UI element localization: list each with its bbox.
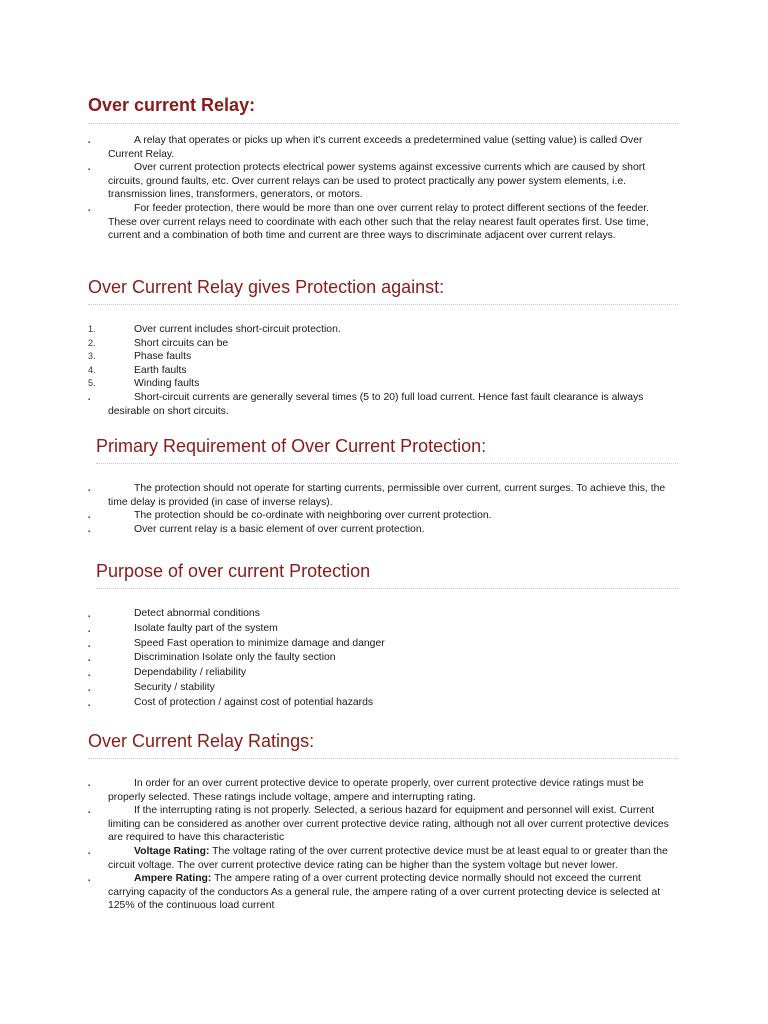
list-item-text: The voltage rating of the over current protective device must be at least equal to or greater than the circuit voltage. The over current protective device rating can be higher than the system voltage but never lower.: [108, 845, 668, 871]
section-over-current-relay: [88, 94, 680, 243]
list-item-text: Winding faults: [134, 378, 200, 390]
bullet-icon: ▪: [88, 810, 91, 817]
list-item-text: The protection should be co-ordinate with neighboring over current protection.: [134, 510, 492, 522]
bullet-icon: ▪: [88, 528, 91, 535]
list-item-text: Phase faults: [134, 351, 192, 363]
bullet-icon: ▪: [88, 515, 91, 522]
list-item: [88, 509, 680, 523]
list-item-text: Dependability / reliability: [134, 667, 247, 679]
numbered-item: [88, 323, 680, 337]
bullet-icon: ▪: [88, 783, 91, 789]
numbered-item: [88, 350, 680, 364]
list-item-text: Over current includes short-circuit protection.: [134, 324, 341, 335]
list-item-text: The ampere rating of a over current protecting device normally should not exceed the current carrying capacity of the conductors As a general rule, the ampere rating of a over current protecting device is selected at 125% of the continuous load current: [108, 873, 661, 912]
bullet-icon: ▪: [88, 687, 91, 694]
bullet-icon: ▪: [88, 488, 91, 494]
list-number: 1.: [88, 324, 96, 334]
heading-divider: [96, 588, 678, 589]
list-item-label: Ampere Rating:: [134, 873, 212, 885]
bullet-icon: ▪: [88, 396, 91, 403]
list-item-text: Over current protection protects electrical power systems against excessive currents which are caused by short circuits, ground faults, etc. Over current relays can be used to protect practically any power system elements, i.e. transmission lines, transformers, generators, or motors.: [108, 162, 646, 201]
list-item: [88, 637, 680, 652]
list-item-text: For feeder protection, there would be more than one over current relay to protect different sections of the feeder. These over current relays need to coordinate with each other such that the relay nearest fault operates first. Use time, current and a combination of both time and current are three ways to discriminate adjacent over current relays.: [108, 202, 650, 242]
list-number: 4.: [88, 364, 96, 375]
list-item: [88, 622, 680, 637]
bullet-icon: ▪: [88, 850, 91, 857]
bullet-list: [88, 777, 680, 913]
bullet-icon: ▪: [88, 140, 91, 146]
list-item-text: Isolate faulty part of the system: [134, 622, 278, 634]
bullet-list: [88, 391, 680, 418]
section-protection-against: [88, 276, 680, 418]
section-heading: Over Current Relay gives Protection against:: [88, 277, 445, 297]
bullet-icon: ▪: [88, 673, 91, 680]
list-item: [88, 845, 680, 872]
list-item-text: If the interrupting rating is not properly. Selected, a serious hazard for equipment and personnel will exist. Current limiting can be considered as another over current protective device rating, although not all over current protective devices are required to have this characteristic: [108, 805, 669, 844]
bullet-icon: ▪: [88, 658, 91, 665]
section-heading: Purpose of over current Protection: [96, 561, 371, 581]
bullet-icon: ▪: [88, 167, 91, 174]
section-purpose: [88, 560, 688, 711]
list-number: 2.: [88, 337, 96, 348]
numbered-item: [88, 377, 680, 391]
numbered-item: [88, 337, 680, 351]
heading-divider: [88, 123, 678, 124]
list-item: [88, 607, 680, 622]
section-heading: Over current Relay:: [88, 95, 256, 115]
list-item-text: The protection should not operate for starting currents, permissible over current, current surges. To achieve this, the time delay is provided (in case of inverse relays).: [108, 483, 666, 508]
section-relay-ratings: [88, 730, 680, 913]
list-item-text: Speed Fast operation to minimize damage and danger: [134, 637, 385, 649]
numbered-list: [88, 323, 680, 391]
bullet-list: [88, 607, 680, 711]
list-item: [88, 666, 680, 681]
list-item: [88, 161, 680, 202]
list-item: [88, 696, 680, 711]
list-item-text: Security / stability: [134, 681, 215, 693]
numbered-item: [88, 364, 680, 378]
bullet-icon: ▪: [88, 628, 91, 635]
list-item-text: Cost of protection / against cost of potential hazards: [134, 696, 374, 708]
heading-divider: [96, 463, 678, 464]
list-item: [88, 872, 680, 913]
list-item-text: Detect abnormal conditions: [134, 608, 260, 619]
list-item-text: A relay that operates or picks up when it's current exceeds a predetermined value (setting value) is called Over Current Relay.: [108, 135, 643, 160]
bullet-icon: ▪: [88, 207, 91, 214]
list-item-text: Over current relay is a basic element of over current protection.: [134, 523, 425, 535]
bullet-list: [88, 482, 680, 536]
list-item: [88, 681, 680, 696]
list-item: [88, 391, 680, 418]
heading-divider: [88, 304, 678, 305]
list-number: 5.: [88, 378, 96, 389]
bullet-icon: ▪: [88, 702, 91, 709]
list-item-text: Short circuits can be: [134, 337, 229, 349]
list-item: [88, 777, 680, 804]
list-item: [88, 651, 680, 666]
section-heading: Primary Requirement of Over Current Protection:: [96, 436, 487, 456]
list-item-label: Voltage Rating:: [134, 845, 210, 857]
list-item: [88, 482, 680, 509]
list-item: [88, 804, 680, 845]
list-item-text: Discrimination Isolate only the faulty section: [134, 652, 336, 664]
section-primary-requirement: [88, 435, 688, 536]
list-item: [88, 523, 680, 537]
bullet-icon: ▪: [88, 643, 91, 650]
bullet-icon: ▪: [88, 878, 91, 885]
list-item-text: Short-circuit currents are generally several times (5 to 20) full load current. Hence fast fault clearance is always desirable on short circuits.: [108, 391, 644, 417]
heading-divider: [88, 758, 678, 759]
bullet-icon: ▪: [88, 614, 91, 620]
bullet-list: [88, 134, 680, 243]
list-item-text: In order for an over current protective device to operate properly, over current protective device ratings must be properly selected. These ratings include voltage, ampere and interrupting rating.: [108, 778, 644, 803]
list-item: [88, 202, 680, 243]
section-heading: Over Current Relay Ratings:: [88, 731, 315, 751]
list-number: 3.: [88, 351, 96, 362]
list-item: [88, 134, 680, 161]
list-item-text: Earth faults: [134, 364, 187, 376]
